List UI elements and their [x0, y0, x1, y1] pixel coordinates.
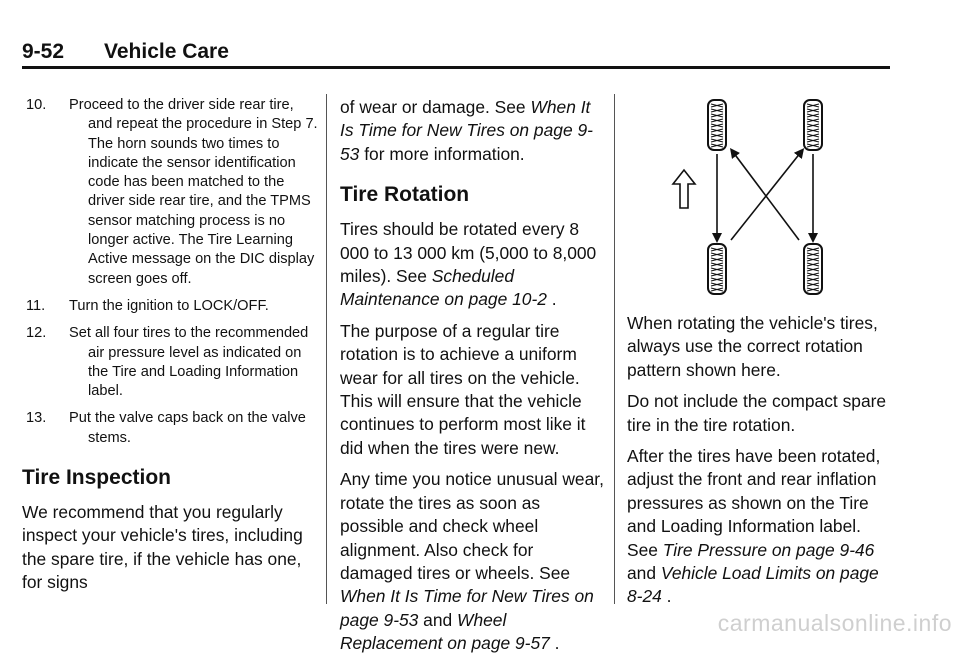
- step-11: 11. Turn the ignition to LOCK/OFF.: [26, 297, 269, 314]
- link-scheduled-maintenance[interactable]: Scheduled Maintenance on page 10-2: [340, 266, 547, 310]
- column-divider: [326, 94, 327, 604]
- tire-rotation-diagram: [627, 96, 895, 306]
- page-header: [22, 40, 229, 64]
- section-title: Vehicle Care: [104, 40, 229, 63]
- link-vehicle-load-limits[interactable]: Vehicle Load Limits on page 8-24: [627, 563, 879, 607]
- link-tire-pressure[interactable]: Tire Pressure on page 9-46: [662, 539, 875, 560]
- column-right: [627, 312, 895, 609]
- link-new-tires-2[interactable]: When It Is Time for New Tires on page 9-53: [340, 586, 594, 630]
- page-number: 9-52: [22, 40, 65, 63]
- header-rule: [22, 66, 890, 69]
- link-new-tires[interactable]: When It Is Time for New Tires on page 9-53: [340, 97, 593, 164]
- rotation-paragraph-2: The purpose of a regular tire rotation is to achieve a uniform wear for all tires on the vehicle. This will ensure that the vehicle continues to perform most like it did when the tires were new.: [340, 320, 586, 458]
- rear-right-tire: [804, 244, 822, 294]
- continued-paragraph: of wear or damage. See When It Is Time for New Tires on page 9-53 for more information.: [340, 97, 593, 164]
- tire-inspection-heading: Tire Inspection: [22, 466, 171, 490]
- step-13: 13. Put the valve caps back on the valve stems.: [26, 410, 306, 446]
- step-10: 10. Proceed to the driver side rear tire, and repeat the procedure in Step 7. The horn sounds two times to indicate the sensor identification code has been matched to the driver side rear tire, and the TPMS sensor matching process is no longer active. The Tire Learning Active message on the DIC display screen goes off.: [26, 97, 318, 287]
- column-divider: [614, 94, 615, 604]
- watermark: carmanualsonline.info: [717, 610, 952, 636]
- tire-inspection-text: We recommend that you regularly inspect your vehicle's tires, including the spare tire, if the vehicle has one, for signs: [22, 502, 303, 593]
- column-middle: [340, 96, 608, 656]
- forward-arrow-icon: [673, 170, 695, 208]
- front-left-tire: [708, 100, 726, 150]
- rear-left-tire: [708, 244, 726, 294]
- rotation-paragraph-1: Tires should be rotated every 8 000 to 13 000 km (5,000 to 8,000 miles). See Scheduled Maintenance on page 10-2 .: [340, 219, 597, 310]
- step-12: 12. Set all four tires to the recommended air pressure level as indicated on the Tire and Loading Information label.: [26, 325, 309, 400]
- link-wheel-replacement[interactable]: Wheel Replacement on page 9-57: [340, 609, 550, 654]
- inflation-text: After the tires have been rotated, adjust the front and rear inflation pressures as shown on the Tire and Loading Information label. See Tire Pressure on page 9-46 and Vehicle Load Limits on page 8-24 .: [627, 446, 881, 607]
- front-right-tire: [804, 100, 822, 150]
- compact-spare-text: Do not include the compact spare tire in the tire rotation.: [627, 391, 887, 435]
- tire-rotation-heading: Tire Rotation: [340, 183, 470, 207]
- rotation-pattern-text: When rotating the vehicle's tires, always use the correct rotation pattern shown here.: [627, 313, 878, 380]
- column-left: [22, 96, 322, 595]
- rotation-paragraph-3: Any time you notice unusual wear, rotate the tires as soon as possible and check wheel alignment. Also check for damaged tires or wheels. See When It Is Time for New Tires on page 9-53 and Wheel Replacement on page 9-57 .: [340, 469, 604, 654]
